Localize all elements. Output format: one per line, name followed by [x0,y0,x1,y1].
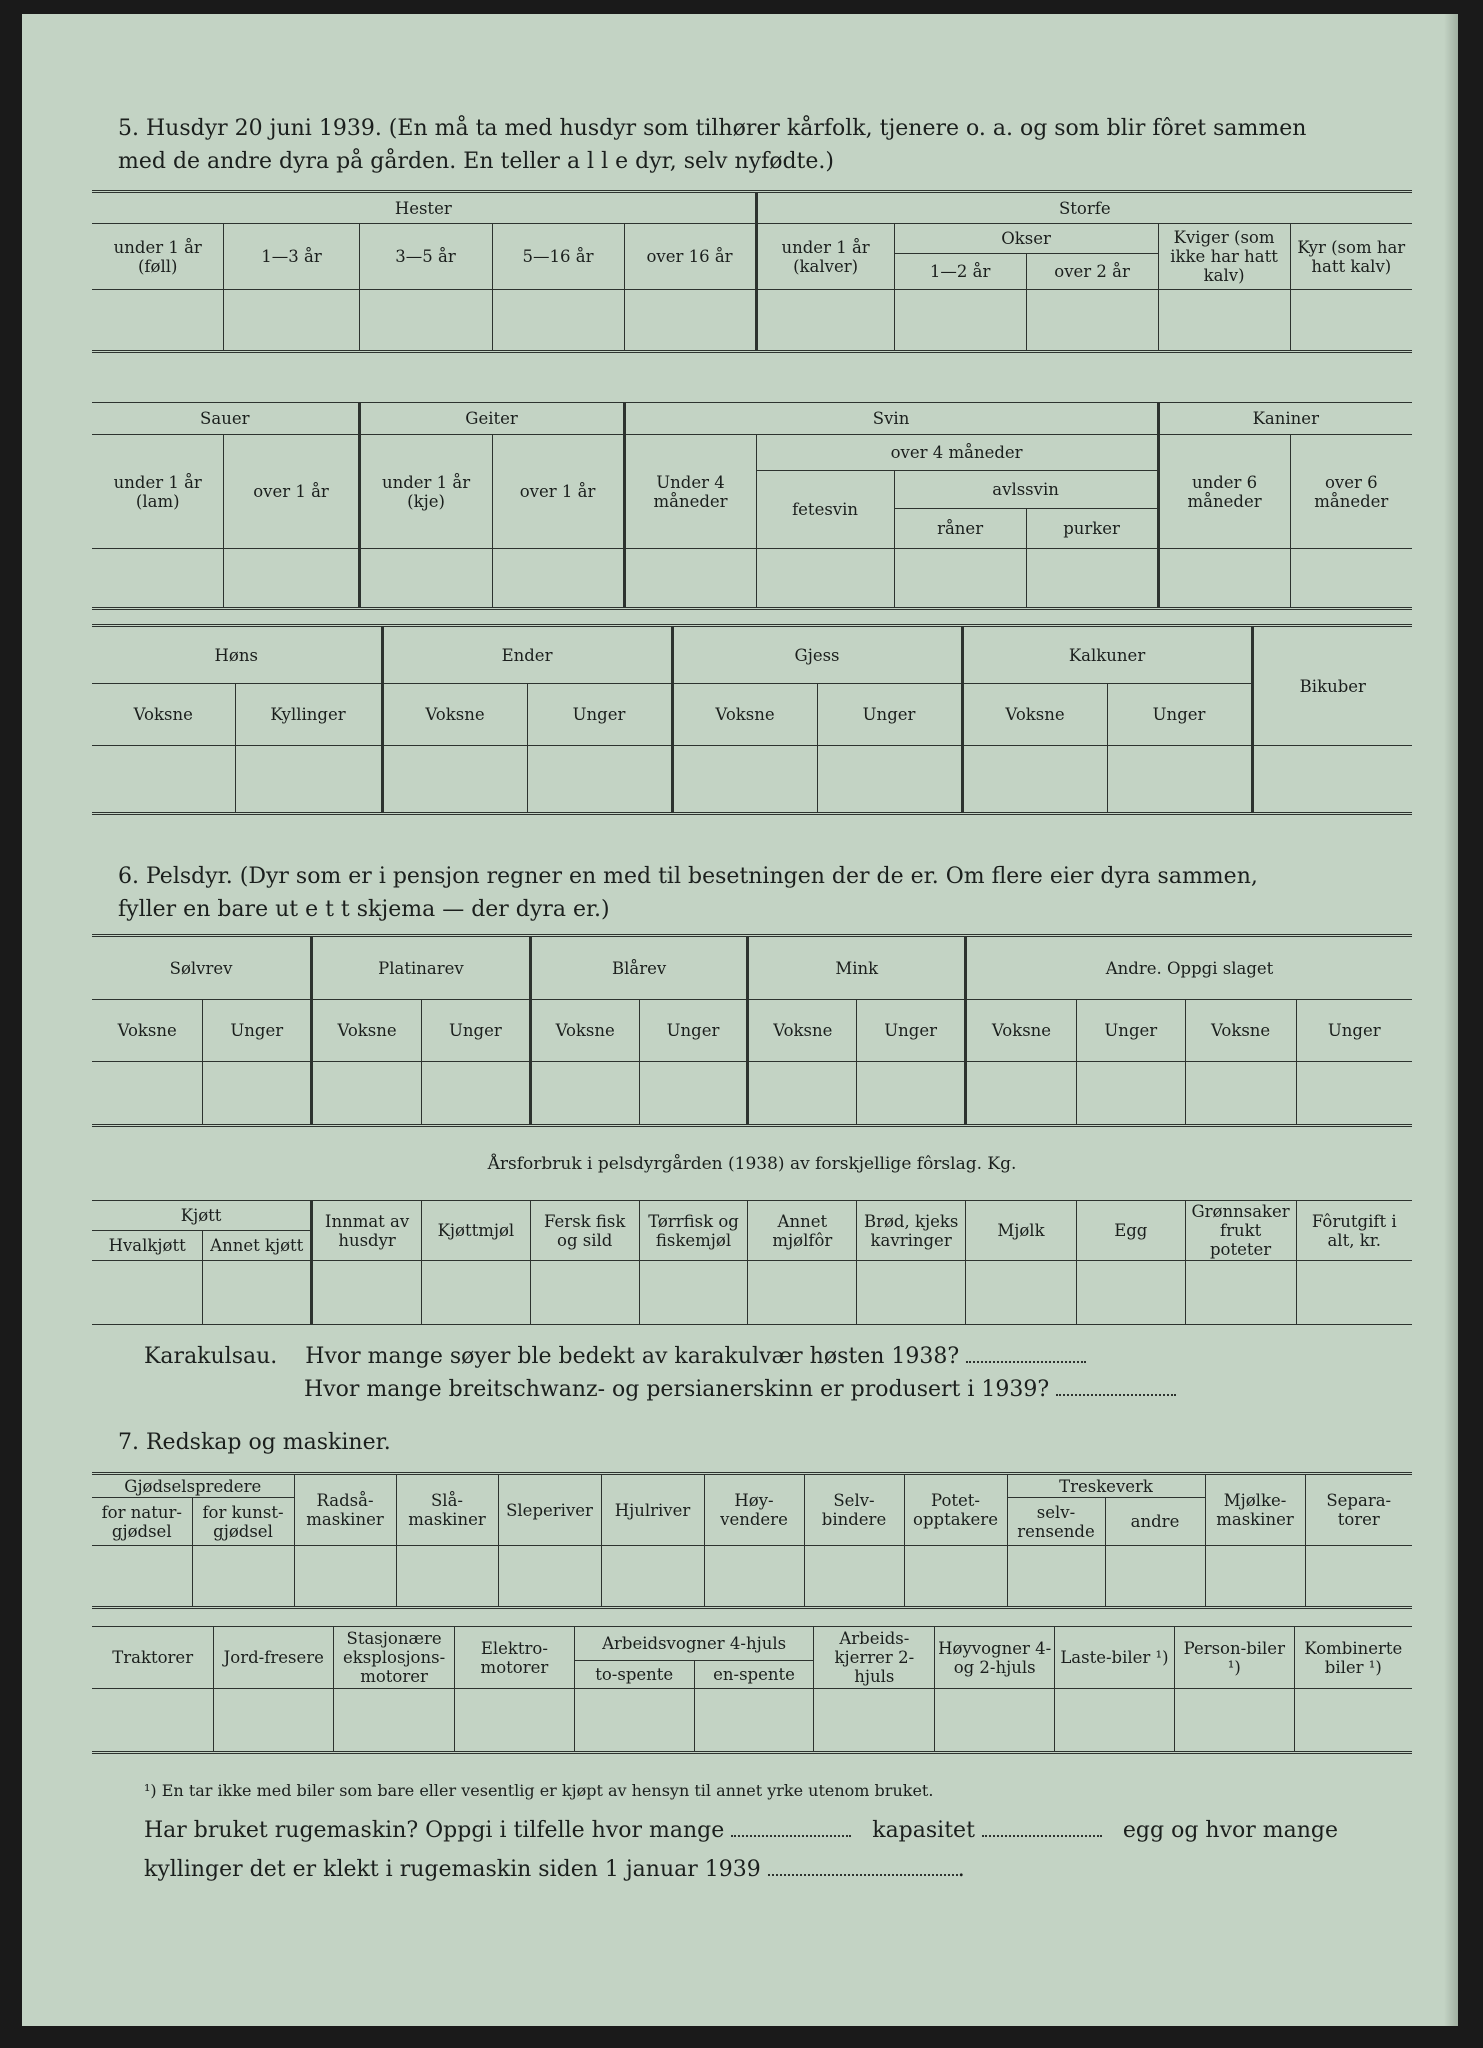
feed-col-forutgift: Fôrutgift i alt, kr. [1296,1201,1412,1261]
feed-col-fersk-fisk: Fersk fisk og sild [530,1201,639,1261]
col-radsa: Radså-maskiner [294,1474,396,1546]
forbruk-table [92,1200,1412,1325]
feed-col-torrfisk: Tørrfisk og fiskemjøl [639,1201,748,1261]
entry-cell[interactable] [294,1546,396,1608]
hester-title: Hester [92,192,756,224]
andre-title: Andre. Oppgi slaget [966,936,1412,1000]
col-hjulriver: Hjulriver [601,1474,704,1546]
hons-title: Høns [92,626,382,684]
entry-cell[interactable] [454,1689,574,1753]
form-page [22,14,1458,2026]
gjodsel-col-kunst: for kunst-gjødsel [192,1498,294,1546]
col-voksne: Voksne [312,1000,422,1062]
entry-cell[interactable] [92,1546,192,1608]
gjess-col-unger: Unger [817,684,962,746]
entry-cell[interactable] [1158,290,1290,352]
kjott-col-hvalkjott: Hvalkjøtt [92,1231,203,1261]
entry-cell[interactable] [756,549,894,609]
entry-cell[interactable] [1185,1261,1296,1325]
col-voksne: Voksne [92,1000,203,1062]
solvrev-title: Sølvrev [92,936,312,1000]
col-voksne: Voksne [1185,1000,1296,1062]
entry-cell[interactable] [92,1261,203,1325]
platinarev-title: Platinarev [312,936,531,1000]
entry-cell[interactable] [894,290,1026,352]
entry-cell[interactable] [574,1689,694,1753]
karakul-question-1: Hvor mange søyer ble bedekt av karakulvær høsten 1938? [305,1344,960,1369]
karakul-block [144,1340,1344,1406]
entry-cell[interactable] [1158,549,1290,609]
col-arbeidskjerrer: Arbeids-kjerrer 2-hjuls [814,1627,935,1689]
gjodsel-col-natur: for natur-gjødsel [92,1498,192,1546]
entry-cell[interactable] [748,1261,857,1325]
section6-heading-line1: 6. Pelsdyr. (Dyr som er i pensjon regner en med til besetningen der de er. Om flere eier dyra sammen, [118,864,1258,889]
storfe-col-kalver: under 1 år (kalver) [756,224,894,290]
entry-cell[interactable] [382,746,527,814]
storfe-okser: Okser [894,224,1158,254]
hester-col-5-16: 5—16 år [492,224,624,290]
entry-cell[interactable] [92,1062,203,1126]
entry-cell[interactable] [1294,1689,1412,1753]
col-sleperiver: Sleperiver [498,1474,601,1546]
okser-col-over2: over 2 år [1026,254,1158,290]
col-unger: Unger [857,1000,966,1062]
entry-cell[interactable] [966,1261,1077,1325]
entry-cell[interactable] [192,1546,294,1608]
entry-cell[interactable] [92,1689,214,1753]
entry-cell[interactable] [624,290,756,352]
treskeverk-col-selvrensende: selv-rensende [1007,1498,1105,1546]
entry-cell[interactable] [966,1062,1077,1126]
col-voksne: Voksne [748,1000,857,1062]
entry-cell[interactable] [92,549,224,609]
hons-col-voksne: Voksne [92,684,235,746]
ruge-question-a: Har bruket rugemaskin? Oppgi i tilfelle hvor mange [144,1818,725,1843]
col-voksne: Voksne [966,1000,1077,1062]
hester-col-foll: under 1 år (føll) [92,224,224,290]
ender-col-unger: Unger [527,684,672,746]
entry-cell[interactable] [224,290,359,352]
entry-cell[interactable] [704,1546,804,1608]
col-unger: Unger [421,1000,530,1062]
entry-cell[interactable] [530,1261,639,1325]
hester-col-1-3: 1—3 år [224,224,359,290]
mink-title: Mink [748,936,966,1000]
kalkuner-col-unger: Unger [1107,684,1252,746]
col-sla: Slå-maskiner [396,1474,498,1546]
entry-cell[interactable] [1007,1546,1105,1608]
section5-heading [118,112,1438,178]
entry-cell[interactable] [92,290,224,352]
col-elektromotorer: Elektro-motorer [454,1627,574,1689]
col-hoyvendere: Høy-vendere [704,1474,804,1546]
entry-cell[interactable] [421,1261,530,1325]
entry-cell[interactable] [1290,290,1412,352]
sauer-col-lam: under 1 år (lam) [92,435,224,549]
svin-over4: over 4 måneder [756,435,1158,471]
karakul-answer-2[interactable] [1056,1394,1176,1396]
hester-storfe-table [92,190,1412,353]
svin-title: Svin [624,403,1158,435]
arbeidsvogner-col-enspente: en-spente [694,1661,814,1689]
entry-cell[interactable] [904,1546,1007,1608]
section6-heading-line2: fyller en bare ut e t t skjema — der dyra er.) [118,897,610,922]
entry-cell[interactable] [235,746,382,814]
entry-cell[interactable] [1055,1689,1175,1753]
col-personbiler: Person-biler ¹) [1174,1627,1294,1689]
svin-col-raner: råner [894,509,1026,549]
entry-cell[interactable] [498,1546,601,1608]
storfe-title: Storfe [756,192,1412,224]
col-jordfresere: Jord-freserе [214,1627,334,1689]
entry-cell[interactable] [1174,1689,1294,1753]
entry-cell[interactable] [421,1062,530,1126]
feed-col-innmat: Innmat av husdyr [312,1201,422,1261]
section6-heading [118,860,1438,926]
redskap-table-a [92,1472,1412,1609]
feed-col-brod: Brød, kjeks kavringer [857,1201,966,1261]
entry-cell[interactable] [334,1689,455,1753]
geiter-title: Geiter [359,403,624,435]
entry-cell[interactable] [1205,1546,1305,1608]
entry-cell[interactable] [214,1689,334,1753]
entry-cell[interactable] [1107,746,1252,814]
col-potetopptakere: Potet-opptakere [904,1474,1007,1546]
geiter-col-kje: under 1 år (kje) [359,435,492,549]
entry-cell[interactable] [804,1546,904,1608]
entry-cell[interactable] [1076,1062,1185,1126]
sau-geit-svin-table [92,402,1412,610]
arbeidsvogner-title: Arbeidsvogner 4-hjuls [574,1627,814,1661]
storfe-col-kyr: Kyr (som har hatt kalv) [1290,224,1412,290]
entry-cell[interactable] [1305,1546,1412,1608]
entry-cell[interactable] [527,746,672,814]
karakul-label: Karakulsau. [144,1344,278,1369]
entry-cell[interactable] [203,1261,312,1325]
col-unger: Unger [203,1000,312,1062]
section5-heading-line2: med de andre dyra på gården. En teller a l l e dyr, selv nyfødte.) [118,149,834,174]
pelsdyr-table [92,934,1412,1127]
col-kombinerte-biler: Kombinerte biler ¹) [1294,1627,1412,1689]
kalkuner-title: Kalkuner [962,626,1252,684]
entry-cell[interactable] [639,1062,748,1126]
page-edge-shadow [1444,14,1458,2026]
ender-title: Ender [382,626,672,684]
sauer-title: Sauer [92,403,359,435]
entry-cell[interactable] [694,1689,814,1753]
geiter-col-over1: over 1 år [492,435,624,549]
svin-col-fetesvin: fetesvin [756,471,894,549]
entry-cell[interactable] [1026,549,1158,609]
redskap-table-b [92,1626,1412,1754]
entry-cell[interactable] [359,290,492,352]
col-stasjonaere-motorer: Stasjonære eksplosjons-motorer [334,1627,455,1689]
section7-heading: 7. Redskap og maskiner. [118,1430,391,1455]
bikuber-title: Bikuber [1252,626,1412,746]
col-unger: Unger [639,1000,748,1062]
entry-cell[interactable] [492,290,624,352]
ruge-question-c: egg og hvor mange [1122,1818,1339,1843]
okser-col-1-2: 1—2 år [894,254,1026,290]
forbruk-title: Årsforbruk i pelsdyrgården (1938) av forskjellige fôrslag. Kg. [487,1154,1017,1174]
entry-cell[interactable] [1252,746,1412,814]
entry-cell[interactable] [624,549,756,609]
entry-cell[interactable] [601,1546,704,1608]
col-unger: Unger [1296,1000,1412,1062]
col-mjolkemaskiner: Mjølke-maskiner [1205,1474,1305,1546]
kaniner-col-under6: under 6 måneder [1158,435,1290,549]
entry-cell[interactable] [962,746,1107,814]
treskeverk-col-andre: andre [1105,1498,1205,1546]
entry-cell[interactable] [359,549,492,609]
storfe-col-kviger: Kviger (som ikke har hatt kalv) [1158,224,1290,290]
entry-cell[interactable] [814,1689,935,1753]
entry-cell[interactable] [935,1689,1055,1753]
ruge-count-input[interactable] [731,1835,851,1837]
entry-cell[interactable] [1296,1062,1412,1126]
svin-col-under4: Under 4 måneder [624,435,756,549]
entry-cell[interactable] [639,1261,748,1325]
entry-cell[interactable] [203,1062,312,1126]
entry-cell[interactable] [1105,1546,1205,1608]
entry-cell[interactable] [224,549,359,609]
ender-col-voksne: Voksne [382,684,527,746]
ruge-question-2: kyllinger det er klekt i rugemaskin siden 1 januar 1939 [144,1857,761,1882]
karakul-answer-1[interactable] [966,1361,1086,1363]
hons-col-kyllinger: Kyllinger [235,684,382,746]
gjess-col-voksne: Voksne [672,684,817,746]
entry-cell[interactable] [857,1261,966,1325]
hester-col-3-5: 3—5 år [359,224,492,290]
karakul-question-2: Hvor mange breitschwanz- og persianerskinn er produsert i 1939? [304,1377,1050,1402]
treskeverk-title: Treskeverk [1007,1474,1205,1498]
entry-cell[interactable] [748,1062,857,1126]
col-hoyvogner: Høyvogner 4- og 2-hjuls [935,1627,1055,1689]
footnote: ¹) En tar ikke med biler som bare eller vesentlig er kjøpt av hensyn til annet yrke utenom bruket. [144,1781,934,1800]
ruge-chicks-input[interactable] [768,1874,958,1876]
kjott-col-annet: Annet kjøtt [203,1231,312,1261]
entry-cell[interactable] [1290,549,1412,609]
entry-cell[interactable] [312,1062,422,1126]
entry-cell[interactable] [92,746,235,814]
ruge-capacity-input[interactable] [982,1835,1102,1837]
col-separatorer: Separa-torer [1305,1474,1412,1546]
arbeidsvogner-col-tospente: to-spente [574,1661,694,1689]
entry-cell[interactable] [530,1062,639,1126]
section5-heading-line1: 5. Husdyr 20 juni 1939. (En må ta med husdyr som tilhører kårfolk, tjenere o. a. og som blir fôret sammen [118,116,1307,141]
entry-cell[interactable] [1185,1062,1296,1126]
col-unger: Unger [1076,1000,1185,1062]
col-voksne: Voksne [530,1000,639,1062]
fjorfe-table [92,624,1412,815]
svin-avlssvin: avlssvin [894,471,1158,509]
entry-cell[interactable] [1076,1261,1185,1325]
svin-col-purker: purker [1026,509,1158,549]
feed-col-gronnsaker: Grønnsaker frukt poteter [1185,1201,1296,1261]
col-traktorer: Traktorer [92,1627,214,1689]
gjodsel-title: Gjødselspredere [92,1474,294,1498]
entry-cell[interactable] [756,290,894,352]
entry-cell[interactable] [894,549,1026,609]
rugemaskin-block: Har bruket rugemaskin? Oppgi i tilfelle hvor mange kapasitet egg og hvor mange kyllinger det er klekt i rugemaskin siden 1 januar 1939 . [144,1818,1339,1882]
feed-col-kjottmjol: Kjøttmjøl [421,1201,530,1261]
entry-cell[interactable] [396,1546,498,1608]
feed-col-annet-mjolfor: Annet mjølfôr [748,1201,857,1261]
entry-cell[interactable] [817,746,962,814]
entry-cell[interactable] [312,1261,422,1325]
entry-cell[interactable] [1026,290,1158,352]
entry-cell[interactable] [1296,1261,1412,1325]
feed-col-mjolk: Mjølk [966,1201,1077,1261]
kjott-title: Kjøtt [92,1201,312,1231]
kalkuner-col-voksne: Voksne [962,684,1107,746]
entry-cell[interactable] [492,549,624,609]
col-selvbindere: Selv-bindere [804,1474,904,1546]
blarev-title: Blårev [530,936,748,1000]
entry-cell[interactable] [672,746,817,814]
entry-cell[interactable] [857,1062,966,1126]
feed-col-egg: Egg [1076,1201,1185,1261]
sauer-col-over1: over 1 år [224,435,359,549]
kaniner-title: Kaniner [1158,403,1412,435]
col-lastebiler: Laste-biler ¹) [1055,1627,1175,1689]
gjess-title: Gjess [672,626,962,684]
hester-col-over16: over 16 år [624,224,756,290]
ruge-question-b: kapasitet [872,1818,975,1843]
kaniner-col-over6: over 6 måneder [1290,435,1412,549]
